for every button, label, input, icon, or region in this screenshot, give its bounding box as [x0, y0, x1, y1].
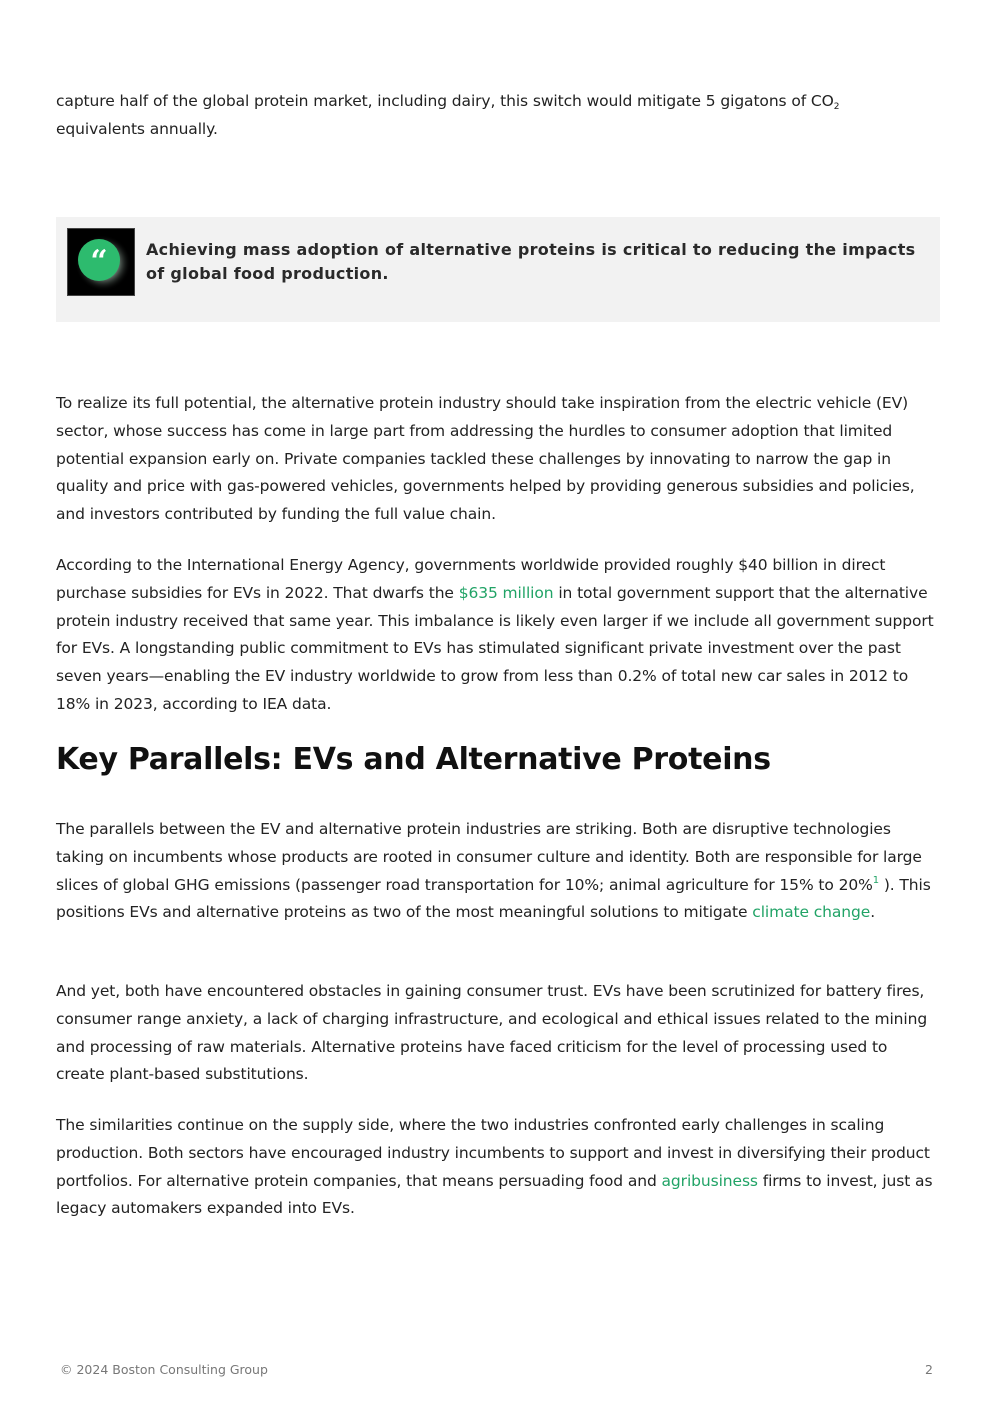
- link-agribusiness[interactable]: agribusiness: [661, 1171, 758, 1190]
- footer-copyright: © 2024 Boston Consulting Group: [60, 1362, 268, 1377]
- quote-icon: [67, 228, 135, 296]
- intro-paragraph: [56, 88, 940, 144]
- co2-subscript: 2: [833, 102, 840, 112]
- svg-text:“: “: [90, 244, 108, 279]
- p2-text-start: According to the International Energy Agency, governments worldwide provided roughly $40 billion in direct purchase subsidies for EVs in 2022. That dwarfs the: [56, 556, 886, 602]
- paragraph-subsidies: [56, 552, 940, 719]
- p3-text-end: .: [870, 903, 876, 922]
- intro-text: capture half of the global protein market, including dairy, this switch would mitigate 5 gigatons of CO: [56, 92, 834, 110]
- intro-text-end: equivalents annually.: [56, 119, 218, 138]
- quote-mark-icon: [68, 229, 134, 295]
- p5-text-end: firms to invest, just as legacy automakers expanded into EVs.: [56, 1171, 933, 1218]
- p2-text-end: in total government support that the alternative protein industry received that same year. This imbalance is likely even larger if we include all government support for EVs. A longstanding public commitment to EVs has stimulated significant private investment over the past seven years—enabling the EV industry worldwide to grow from less than 0.2% of total new car sales in 2012 to 18% in 2023, according to IEA data.: [56, 583, 934, 713]
- p5-text-start: The similarities continue on the supply side, where the two industries confronted early challenges in scaling production. Both sectors have encouraged industry incumbents to support and invest in diversifying their product portfolios. For alternative protein companies, that means persuading food and: [56, 1116, 930, 1190]
- section-heading: Key Parallels: EVs and Alternative Proteins: [56, 742, 771, 777]
- paragraph-ev-inspiration: To realize its full potential, the alternative protein industry should take inspiration from the electric vehicle (EV) sector, whose success has come in large part from addressing the hurdles to consumer adoption that limited potential expansion early on. Private companies tackled these challenges by innovating to narrow the gap in quality and price with gas-powered vehicles, governments helped by providing generous subsidies and policies, and investors contributed by funding the full value chain.: [56, 394, 915, 524]
- paragraph-supply-side: [56, 1112, 940, 1223]
- paragraph-parallels: [56, 816, 940, 927]
- footnote-link[interactable]: 1: [872, 874, 879, 886]
- p3-text-middle: ). This positions EVs and alternative proteins as two of the most meaningful solutions to mitigate: [56, 875, 931, 922]
- footer-page-number: 2: [925, 1362, 933, 1377]
- callout-text: Achieving mass adoption of alternative proteins is critical to reducing the impacts of global food production.: [146, 240, 916, 283]
- p3-text-start: The parallels between the EV and alternative protein industries are striking. Both are disruptive technologies taking on incumbents whose products are rooted in consumer culture and identity. Both are responsible for large slices of global GHG emissions (passenger road transportation for 10%; animal agriculture for 15% to 20%: [56, 820, 922, 894]
- link-climate-change[interactable]: climate change: [752, 903, 871, 922]
- pull-quote-callout: [56, 217, 940, 322]
- link-635-million[interactable]: $635 million: [458, 583, 554, 602]
- paragraph-consumer-trust: And yet, both have encountered obstacles in gaining consumer trust. EVs have been scrutinized for battery fires, consumer range anxiety, a lack of charging infrastructure, and ecological and ethical issues related to the mining and processing of raw materials. Alternative proteins have faced criticism for the level of processing used to create plant-based substitutions.: [56, 982, 928, 1084]
